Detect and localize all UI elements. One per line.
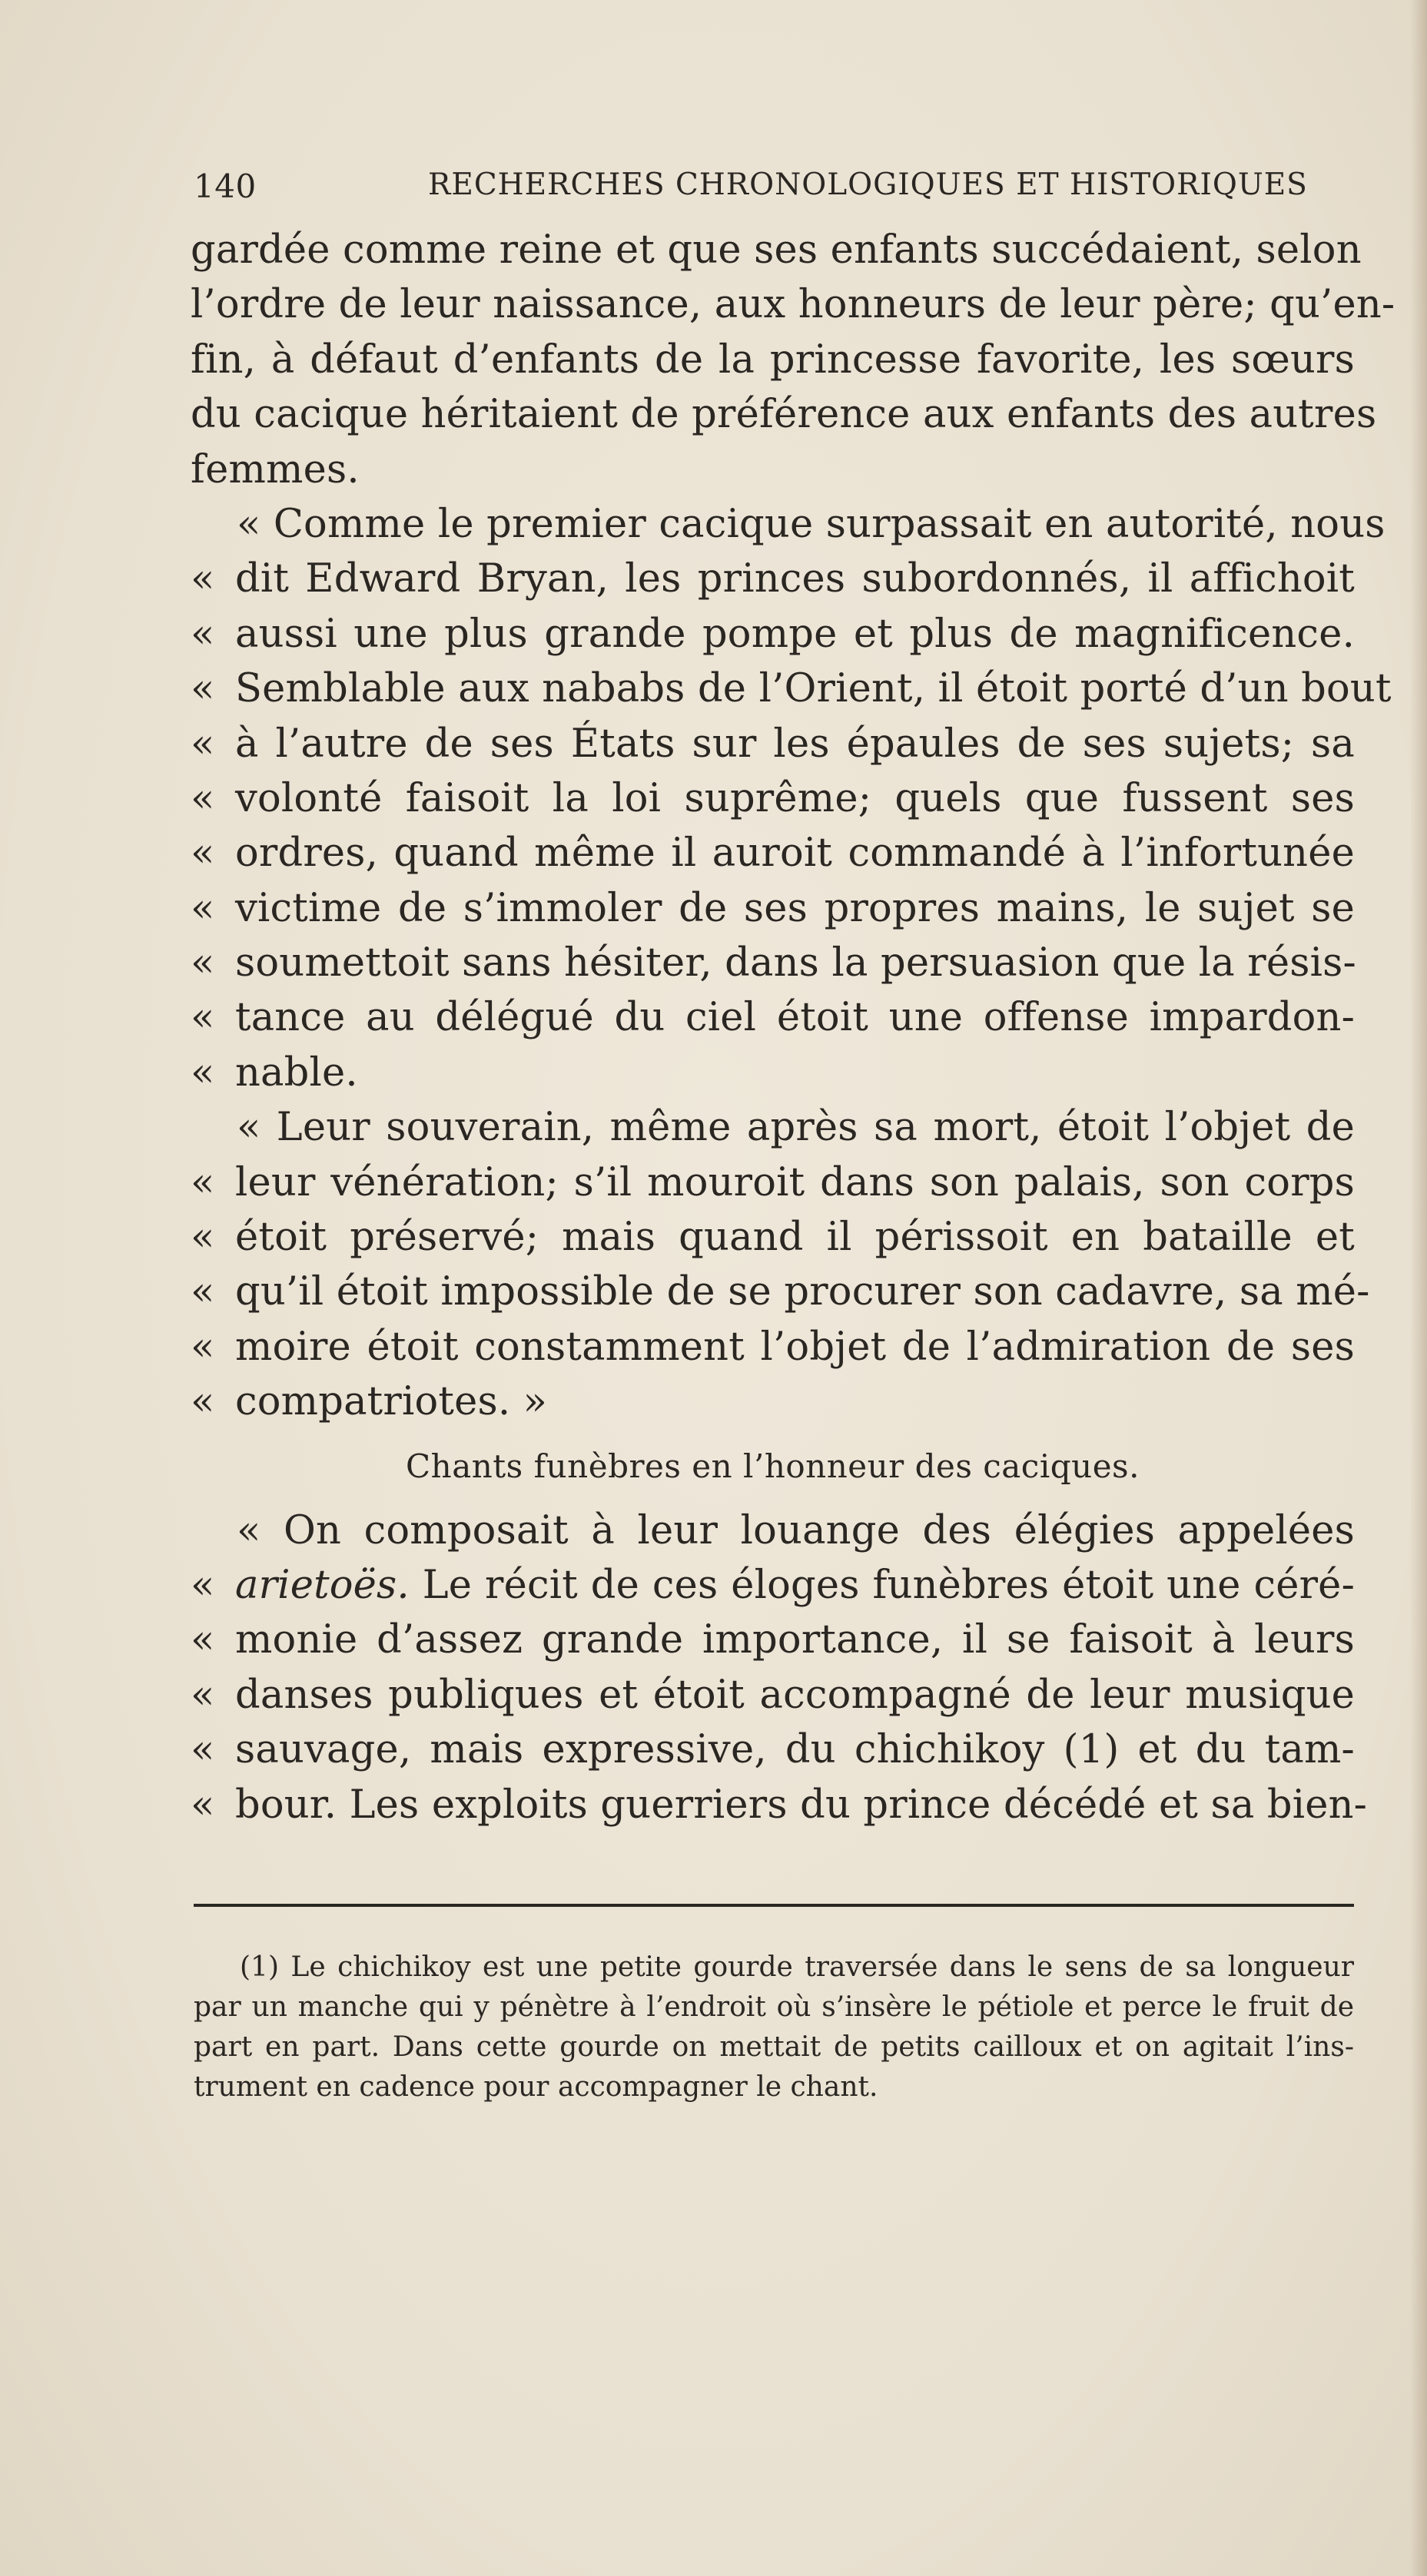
quote-mark: « [191, 556, 215, 602]
quote-line: « à l’autre de ses États sur les épaules de ses sujets; sa [191, 717, 1355, 771]
page-edge-shadow [1410, 0, 1427, 2576]
quote-line: « tance au délégué du ciel étoit une offense impardon- [191, 990, 1355, 1045]
quote-line: « aussi une plus grande pompe et plus de magnificence. [191, 607, 1355, 661]
quote-mark: « [191, 1672, 215, 1718]
text-line: femmes. [191, 446, 360, 492]
text-line: fin, à défaut d’enfants de la princesse favorite, les sœurs [191, 337, 1355, 383]
quote-opening-line: « Leur souverain, même après sa mort, étoit l’objet de [237, 1105, 1355, 1151]
quote-line: « soumettoit sans hésiter, dans la persuasion que la résis- [191, 936, 1355, 990]
footnote-line: par un manche qui y pénètre à l’endroit où s’insère le pétiole et perce le fruit de [194, 1991, 1354, 2023]
quote-line: « victime de s’immoler de ses propres mains, le sujet se [191, 881, 1355, 936]
quote-mark: « [191, 995, 215, 1041]
quote-mark: « [191, 1215, 215, 1261]
quote-line: « sauvage, mais expressive, du chichikoy (1) et du tam- [191, 1722, 1355, 1777]
quote-mark: « [191, 1617, 215, 1663]
quote-mark: « [191, 666, 215, 712]
footnote-rule [194, 1904, 1354, 1907]
running-head [194, 167, 1354, 214]
italic-term: arietoës. [235, 1562, 410, 1608]
footnote-line: trument en cadence pour accompagner le chant. [194, 2071, 878, 2103]
quote-line: « moire étoit constamment l’objet de l’admiration de ses [191, 1320, 1355, 1374]
quote-mark: « [191, 1782, 215, 1828]
section-heading: Chants funèbres en l’honneur des caciques. [406, 1447, 1140, 1485]
quote-line: « monie d’assez grande importance, il se faisoit à leurs [191, 1613, 1355, 1667]
quote-mark: « [191, 1159, 215, 1205]
quote-line: « volonté faisoit la loi suprême; quels que fussent ses [191, 771, 1355, 826]
quote-line: « Semblable aux nababs de l’Orient, il étoit porté d’un bout [191, 661, 1355, 716]
quote-mark: « [191, 885, 215, 931]
running-title: RECHERCHES CHRONOLOGIQUES ET HISTORIQUES [428, 167, 1308, 202]
quote-mark: « [191, 830, 215, 877]
quote-mark: « [191, 1379, 215, 1425]
quote-line: « ordres, quand même il auroit commandé à l’infortunée [191, 826, 1355, 880]
quote-mark: « [191, 721, 215, 767]
quote-mark: « [191, 1562, 215, 1608]
quote-mark: « [191, 611, 215, 657]
quote-mark: « [191, 1269, 215, 1315]
quote-mark: « [191, 1727, 215, 1773]
quote-line: « bour. Les exploits guerriers du prince décédé et sa bien- [191, 1778, 1355, 1832]
quote-opening-line: « On composait à leur louange des élégies appelées [237, 1507, 1355, 1553]
quote-line: « leur vénération; s’il mouroit dans son palais, son corps [191, 1155, 1355, 1210]
quote-mark: « [191, 775, 215, 821]
page-number: 140 [194, 167, 257, 205]
quote-mark: « [191, 1049, 215, 1096]
text-line: gardée comme reine et que ses enfants succédaient, selon [191, 227, 1362, 273]
quote-line: « arietoës. Le récit de ces éloges funèbres étoit une céré- [191, 1558, 1355, 1613]
quote-mark: « [191, 1324, 215, 1370]
quote-line: « qu’il étoit impossible de se procurer son cadavre, sa mé- [191, 1265, 1355, 1319]
quote-line: « dit Edward Bryan, les princes subordonnés, il affichoit [191, 552, 1355, 606]
quote-line: « danses publiques et étoit accompagné de leur musique [191, 1668, 1355, 1722]
footnote-line: part en part. Dans cette gourde on mettait de petits cailloux et on agitait l’ins- [194, 2031, 1354, 2063]
quote-opening-line: « Comme le premier cacique surpassait en autorité, nous [237, 501, 1386, 547]
footnote [194, 1948, 1354, 2107]
quote-mark: « [191, 940, 215, 986]
quote-line: « étoit préservé; mais quand il périssoit en bataille et [191, 1210, 1355, 1265]
text-line: l’ordre de leur naissance, aux honneurs de leur père; qu’en- [191, 282, 1395, 328]
quote-line: « nable. [191, 1046, 1355, 1100]
main-text [191, 223, 1395, 1832]
quote-line: « compatriotes. » [191, 1374, 1355, 1429]
text-line: du cacique héritaient de préférence aux enfants des autres [191, 392, 1377, 438]
footnote-line: (1) Le chichikoy est une petite gourde traversée dans le sens de sa longueur [240, 1951, 1354, 1983]
